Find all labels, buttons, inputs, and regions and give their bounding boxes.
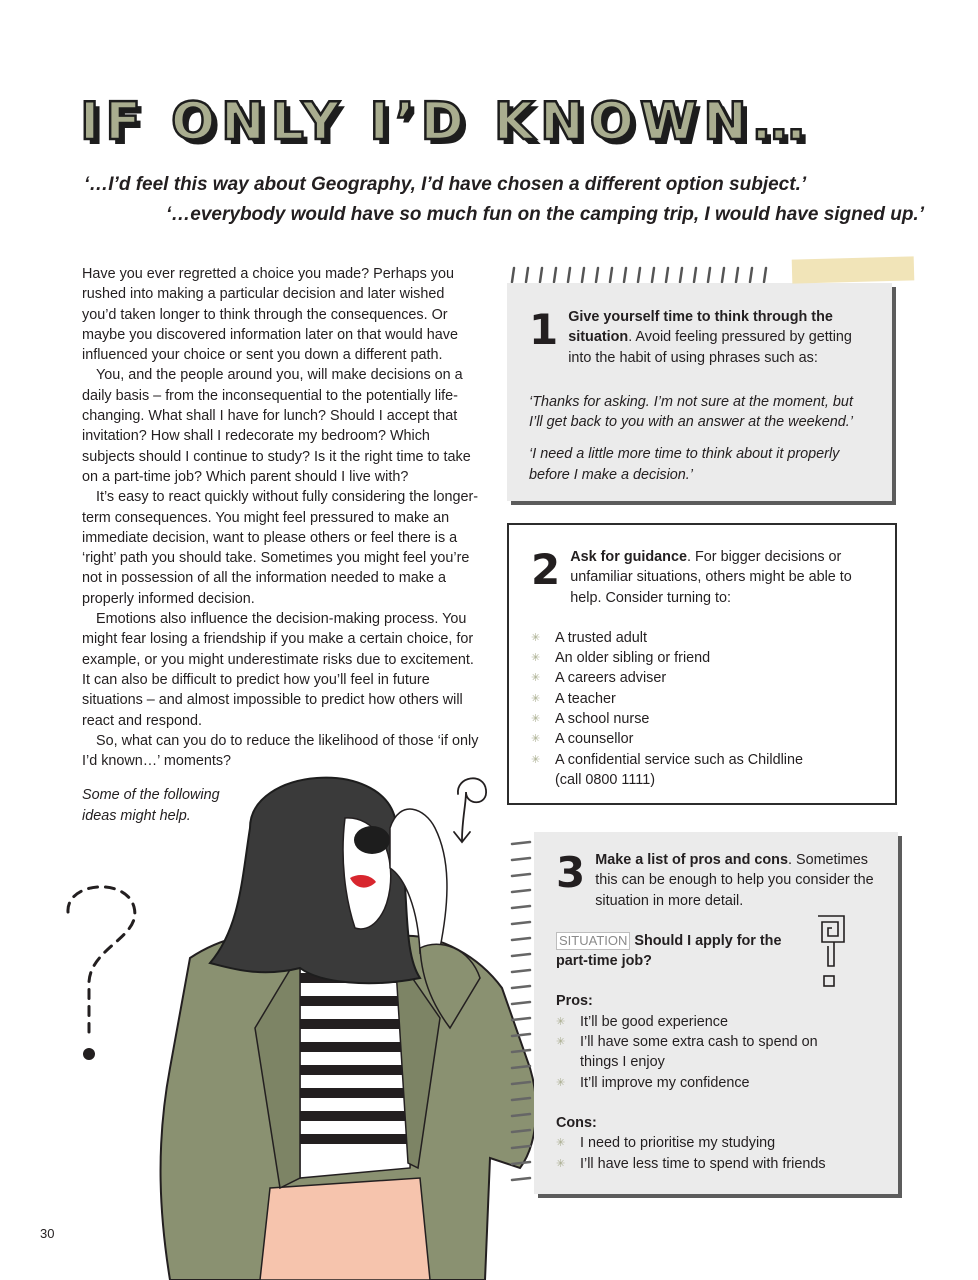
- tip-heading: Ask for guidance: [570, 549, 687, 565]
- body-paragraph: Have you ever regretted a choice you made? Perhaps you rushed into making a particular decision and later wished you’d taken longer to think through the consequences. Or maybe you discovered information later on that would have influenced your choice or sent you down a different path.: [82, 266, 458, 364]
- list-item: ✳ It’ll be good experience: [556, 1012, 876, 1032]
- tip-heading: Give yourself time to think through the situation: [568, 309, 833, 346]
- page-title: IF ONLY I’D KNOWN…: [80, 92, 811, 152]
- tip-card-1: [507, 283, 892, 501]
- list-item: ✳ A confidential service such as Childline (call 0800 1111): [531, 750, 876, 791]
- pros-list: [556, 1012, 876, 1093]
- quote-geography: ‘…I’d feel this way about Geography, I’d have chosen a different option subject.’: [84, 174, 807, 195]
- girl-illustration: [150, 768, 550, 1280]
- tip-1-intro: 1 Give yourself time to think through the situation. Avoid feeling pressured by getting into the habit of using phrases such as:: [529, 305, 852, 366]
- tape-strip: [792, 256, 915, 283]
- dashed-question-mark-icon: [56, 872, 146, 1072]
- list-item: ✳ It’ll improve my confidence: [556, 1073, 876, 1093]
- guidance-list: [531, 628, 876, 790]
- cons-list: [556, 1133, 876, 1174]
- quote-camping: ‘…everybody would have so much fun on the camping trip, I would have signed up.’: [166, 204, 924, 225]
- closing-note: Some of the following ideas might help.: [82, 787, 220, 824]
- pros-label: Pros:: [556, 993, 593, 1010]
- tip-2-intro: 2 Ask for guidance. For bigger decisions or unfamiliar situations, others might be able to help. Consider turning to:: [531, 545, 852, 606]
- list-item: ✳ A counsellor: [531, 729, 876, 749]
- spiral-question-mark-icon: [804, 912, 854, 996]
- situation-question: Should I apply for the part-time job?: [556, 932, 782, 970]
- tip-card-2: [507, 523, 897, 805]
- list-item: ✳ A teacher: [531, 689, 876, 709]
- list-item: ✳ An older sibling or friend: [531, 648, 876, 668]
- list-item: ✳ I need to prioritise my studying: [556, 1133, 876, 1153]
- cons-label: Cons:: [556, 1114, 597, 1131]
- phrase-example: ‘Thanks for asking. I’m not sure at the moment, but I’ll get back to you with an answer at the weekend.’: [529, 393, 853, 431]
- tip-heading: Make a list of pros and cons: [595, 852, 788, 868]
- list-item: ✳ I’ll have less time to spend with friends: [556, 1154, 876, 1174]
- situation-tag: SITUATION: [556, 932, 630, 950]
- tip-3-intro: 3 Make a list of pros and cons. Sometimes this can be enough to help you consider the situation in more detail.: [556, 848, 874, 909]
- list-item: ✳ A school nurse: [531, 709, 876, 729]
- tip-number: 2: [531, 545, 561, 594]
- situation-line: [556, 931, 796, 972]
- list-item: ✳ A trusted adult: [531, 628, 876, 648]
- phrase-example: ‘I need a little more time to think about it properly before I make a decision.’: [529, 446, 840, 483]
- list-item: ✳ A careers adviser: [531, 668, 876, 688]
- body-paragraph: It’s easy to react quickly without fully considering the longer-term consequences. You might feel pressured to make an immediate decision, want to please others or feel there is a ‘right’ path you should take. Sometimes you might feel you’re not in possession of all the information needed to make a properly informed decision.: [82, 489, 479, 607]
- notebook-spiral: [510, 836, 532, 1188]
- tip-number: 3: [556, 848, 586, 897]
- body-text: [82, 264, 482, 826]
- body-paragraph: So, what can you do to reduce the likelihood of those ‘if only I’d known…’ moments?: [82, 732, 479, 770]
- list-item: ✳ I’ll have some extra cash to spend on things I enjoy: [556, 1032, 876, 1073]
- tip-card-3: [534, 832, 898, 1194]
- body-paragraph: Emotions also influence the decision-making process. You might fear losing a friendship if you make a certain choice, for example, or you might underestimate risks due to excitement. It can also be difficult to predict how you’ll feel in future situations – and almost impossible to predict how others will react and respond.: [82, 611, 474, 729]
- tip-number: 1: [529, 305, 559, 354]
- page-number: 30: [40, 1226, 55, 1241]
- body-paragraph: You, and the people around you, will make decisions on a daily basis – from the inconsequential to the potentially life-changing. What shall I have for lunch? Should I accept that invitation? How shall I redecorate my bedroom? Which subjects should I continue to study? Is it the right time to take on a part-time job? Which parent should I live with?: [82, 367, 471, 485]
- striped-shirt: [300, 958, 412, 1178]
